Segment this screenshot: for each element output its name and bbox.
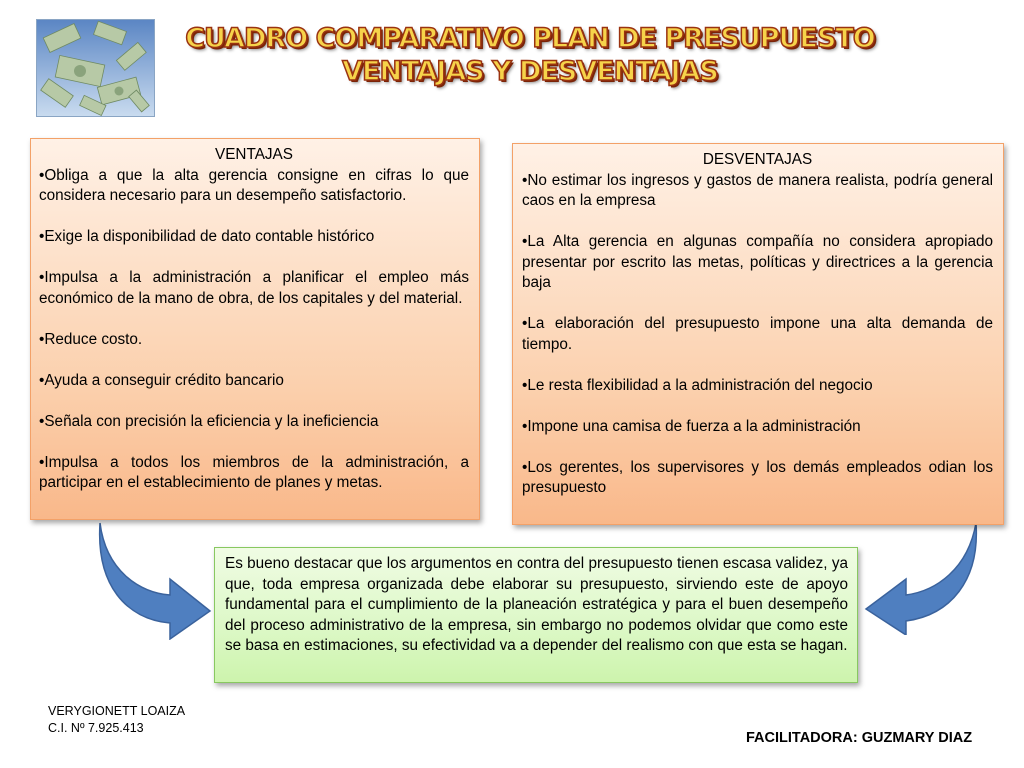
author-block <box>48 703 185 737</box>
slide-title <box>150 22 910 88</box>
ventajas-box <box>30 138 480 520</box>
ventajas-heading: VENTAJAS <box>215 146 293 163</box>
right-curved-arrow-icon <box>862 515 982 635</box>
desventaja-item: •Impone una camisa de fuerza a la administración <box>522 417 861 435</box>
ventaja-item: •Impulsa a todos los miembros de la administración, a participar en el establecimiento de planes y metas. <box>39 453 469 491</box>
facilitator-label: FACILITADORA: GUZMARY DIAZ <box>746 730 973 746</box>
ventaja-item: •Señala con precisión la eficiencia y la ineficiencia <box>39 412 379 430</box>
conclusion-box <box>214 547 858 683</box>
left-curved-arrow-icon <box>92 515 212 640</box>
conclusion-text: Es bueno destacar que los argumentos en contra del presupuesto tienen escasa validez, ya que, toda empresa organizada debe elaborar su presupuesto, sirviendo este de apoyo fundamental para el cumplimiento de la planeación estratégica y para el buen desempeño del proceso administrativo de la empresa, sin embargo no podemos olvidar que como este se basa en estimaciones, su efectividad va a depender del realismo con que esta se hagan. <box>225 555 848 654</box>
ventaja-item: •Impulsa a la administración a planificar el empleo más económico de la mano de obra, de los capitales y del material. <box>39 269 469 307</box>
desventaja-item: •La Alta gerencia en algunas compañía no considera apropiado presentar por escrito las metas, políticas y directrices a la gerencia baja <box>522 233 993 291</box>
desventajas-box <box>512 143 1004 525</box>
author-name: VERYGIONETT LOAIZA <box>48 704 186 718</box>
ventaja-item: •Ayuda a conseguir crédito bancario <box>39 371 284 389</box>
author-id: C.I. Nº 7.925.413 <box>48 721 144 735</box>
desventaja-item: •La elaboración del presupuesto impone una alta demanda de tiempo. <box>522 315 993 353</box>
desventajas-heading: DESVENTAJAS <box>702 151 813 168</box>
desventaja-item: •Los gerentes, los supervisores y los demás empleados odian los presupuesto <box>522 458 993 496</box>
desventaja-item: •No estimar los ingresos y gastos de manera realista, podría general caos en la empresa <box>522 171 993 209</box>
ventaja-item: •Obliga a que la alta gerencia consigne en cifras lo que considera necesario para un desempeño satisfactorio. <box>39 166 469 204</box>
ventaja-item: •Reduce costo. <box>39 330 143 348</box>
desventaja-item: •Le resta flexibilidad a la administración del negocio <box>522 376 873 394</box>
title-line-1: CUADRO COMPARATIVO PLAN DE PRESUPUESTO <box>185 23 875 54</box>
ventaja-item: •Exige la disponibilidad de dato contable histórico <box>39 228 375 245</box>
money-rain-image <box>36 19 155 117</box>
title-line-2: VENTAJAS Y DESVENTAJAS <box>342 56 718 87</box>
